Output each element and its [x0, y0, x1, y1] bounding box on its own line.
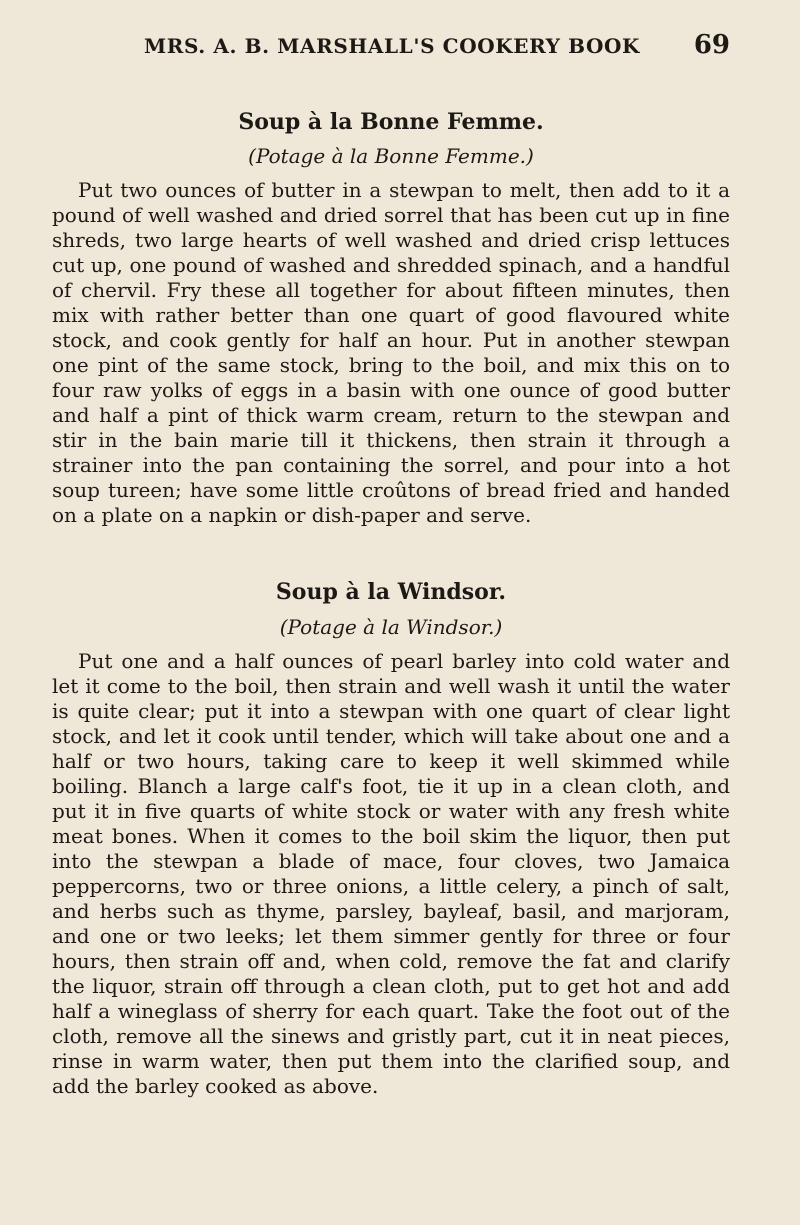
recipe-title: Soup à la Windsor.: [275, 579, 507, 606]
recipe-subtitle: (Potage à la Bonne Femme.): [248, 144, 534, 169]
running-title: MRS. A. B. MARSHALL'S COOKERY BOOK: [144, 34, 641, 58]
recipe-bonne-femme: [52, 110, 730, 528]
page-number: 69: [693, 30, 730, 60]
recipe-body: Put one and a half ounces of pearl barley into cold water and let it come to the boil, then strain and well wash it until the water is quite clear; put it into a stewpan with one quart of clear light stock, and let it cook until tender, which will take about one and a half or two hours, taking care to keep it well skimmed while boiling. Blanch a large calf's foot, tie it up in a clean cloth, and put it in five quarts of white stock or water with any fresh white meat bones. When it comes to the boil skim the liquor, then put into the stewpan a blade of mace, four cloves, two Jamaica peppercorns, two or three onions, a little celery, a pinch of salt, and herbs such as thyme, parsley, bayleaf, basil, and marjoram, and one or two leeks; let them simmer gently for three or four hours, then strain off and, when cold, remove the fat and clarify the liquor, strain off through a clean cloth, put to get hot and add half a wineglass of sherry for each quart. Take the foot out of the cloth, remove all the sinews and gristly part, cut it in neat pieces, rinse in warm water, then put them into the clarified soup, and add the barley cooked as above.: [52, 648, 730, 1098]
recipe-subtitle: (Potage à la Windsor.): [279, 614, 503, 639]
recipe-windsor: [52, 580, 730, 1098]
recipe-title: Soup à la Bonne Femme.: [238, 109, 544, 135]
running-head: [144, 30, 730, 60]
recipe-body: Put two ounces of butter in a stewpan to melt, then add to it a pound of well washed and dried sorrel that has been cut up in fine shreds, two large hearts of well washed and dried crisp lettuces cut up, one pound of washed and shredded spinach, and a handful of chervil. Fry these all together for about fifteen minutes, then mix with rather better than one quart of good flavoured white stock, and cook gently for half an hour. Put in another stewpan one pint of the same stock, bring to the boil, and mix this on to four raw yolks of eggs in a basin with one ounce of good butter and half a pint of thick warm cream, return to the stewpan and stir in the bain marie till it thickens, then strain it through a strainer into the pan containing the sorrel, and pour into a hot soup tureen; have some little croûtons of bread fried and handed on a plate on a napkin or dish-paper and serve.: [52, 178, 730, 528]
